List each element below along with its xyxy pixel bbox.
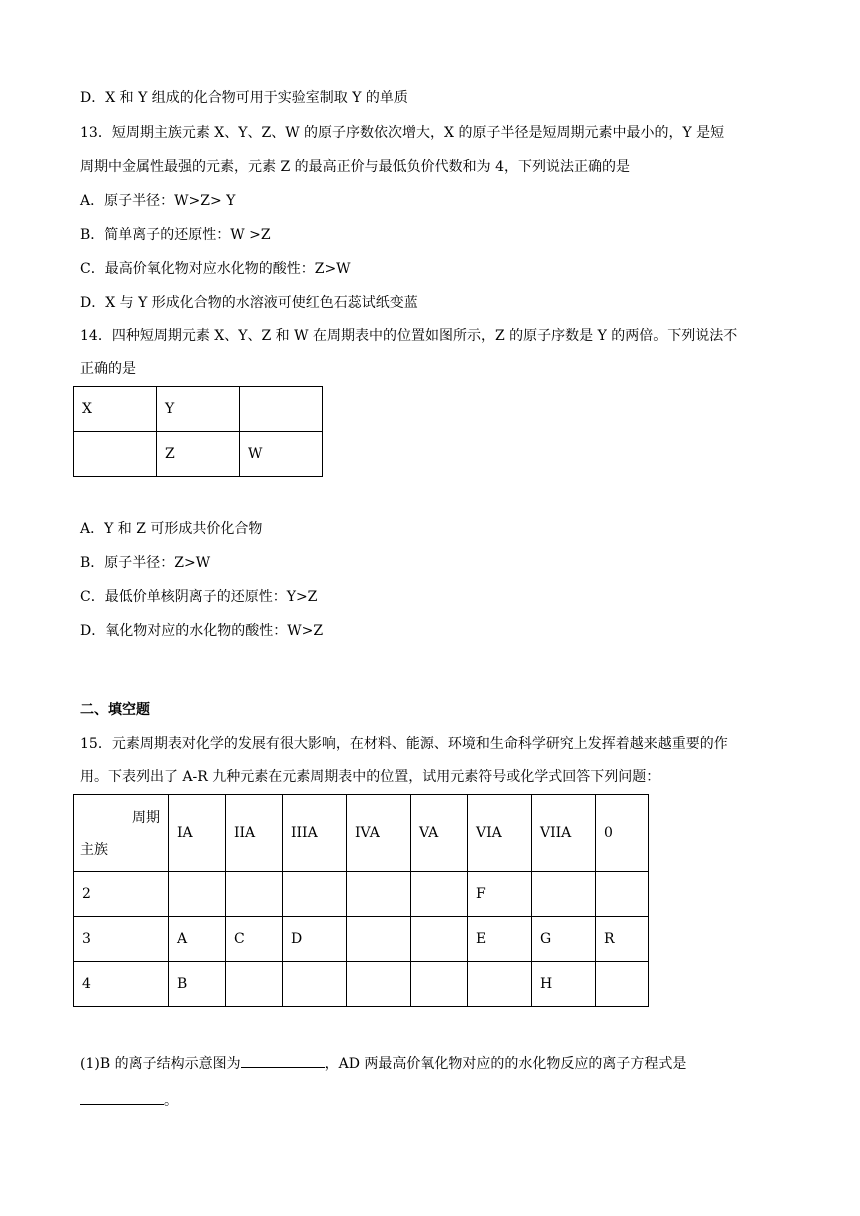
column-header: 0 (596, 795, 649, 872)
table-cell (532, 872, 596, 917)
table-cell: D (283, 917, 347, 962)
q14-option-c: C．最低价单核阴离子的还原性：Y>Z (80, 589, 318, 605)
table-cell (226, 962, 283, 1007)
table-cell: C (226, 917, 283, 962)
q15-stem-line1: 15．元素周期表对化学的发展有很大影响，在材料、能源、环境和生命科学研究上发挥着越来越重要的作 (80, 736, 728, 752)
q15-sub1-line2 (80, 1090, 178, 1111)
table-cell: F (468, 872, 532, 917)
q14-option-d: D．氧化物对应的水化物的酸性：W>Z (80, 623, 324, 639)
table-cell: B (169, 962, 226, 1007)
column-header: VIIA (532, 795, 596, 872)
table-row (74, 917, 649, 962)
table-cell (347, 872, 411, 917)
table-cell (596, 962, 649, 1007)
table-cell: A (169, 917, 226, 962)
table-cell: 3 (74, 917, 169, 962)
q13-option-d: D．X 与 Y 形成化合物的水溶液可使红色石蕊试纸变蓝 (80, 295, 418, 311)
table-cell: Y (157, 387, 240, 432)
table-cell: 4 (74, 962, 169, 1007)
table-cell (347, 917, 411, 962)
q14-stem-line2: 正确的是 (80, 361, 136, 377)
table-cell (283, 872, 347, 917)
corner-header-cell (74, 795, 169, 872)
table-cell: H (532, 962, 596, 1007)
table-cell: Z (157, 432, 240, 477)
q13-option-a: A．原子半径：W>Z> Y (80, 193, 236, 209)
column-header: IA (169, 795, 226, 872)
column-header: IVA (347, 795, 411, 872)
answer-blank[interactable] (80, 1090, 164, 1105)
q15-sub1-part1: (1)B 的离子结构示意图为 (80, 1056, 241, 1072)
q13-option-b: B．简单离子的还原性：W >Z (80, 227, 271, 243)
q15-stem-line2: 用。下表列出了 A-R 九种元素在元素周期表中的位置，试用元素符号或化学式回答下列问题： (80, 769, 661, 785)
table-cell (468, 962, 532, 1007)
column-header: VIA (468, 795, 532, 872)
table-cell (596, 872, 649, 917)
column-header: IIIA (283, 795, 347, 872)
table-row (74, 872, 649, 917)
section-title: 二、填空题 (80, 702, 150, 718)
table-cell (226, 872, 283, 917)
table-cell (240, 387, 323, 432)
column-header: VA (411, 795, 468, 872)
q15-sub1-part2: ，AD 两最高价氧化物对应的的水化物反应的离子方程式是 (324, 1056, 687, 1072)
corner-header-group: 主族 (80, 842, 108, 858)
q14-option-a: A．Y 和 Z 可形成共价化合物 (80, 521, 263, 537)
table-cell: 2 (74, 872, 169, 917)
table-header-row (74, 795, 649, 872)
table-cell: R (596, 917, 649, 962)
q13-stem-line1: 13．短周期主族元素 X、Y、Z、W 的原子序数依次增大，X 的原子半径是短周期元素中最小的，Y 是短 (80, 125, 725, 141)
q13-stem-line2: 周期中金属性最强的元素，元素 Z 的最高正价与最低负价代数和为 4，下列说法正确的是 (80, 159, 630, 175)
q15-sub1-end: 。 (164, 1093, 178, 1109)
q14-option-b: B．原子半径：Z>W (80, 555, 211, 571)
table-row (74, 387, 323, 432)
column-header: IIA (226, 795, 283, 872)
periodic-table (73, 794, 649, 1007)
table-cell (283, 962, 347, 1007)
table-row (74, 432, 323, 477)
table-cell: G (532, 917, 596, 962)
q14-position-table (73, 386, 323, 477)
table-cell: E (468, 917, 532, 962)
table-cell: W (240, 432, 323, 477)
answer-blank[interactable] (241, 1053, 325, 1068)
table-row (74, 962, 649, 1007)
table-cell: X (74, 387, 157, 432)
table-cell (411, 962, 468, 1007)
corner-header-period: 周期 (132, 810, 160, 826)
table-cell (74, 432, 157, 477)
table-cell (347, 962, 411, 1007)
q13-option-c: C．最高价氧化物对应水化物的酸性：Z>W (80, 261, 351, 277)
q15-sub1-line (80, 1053, 686, 1074)
table-cell (411, 917, 468, 962)
table-cell (411, 872, 468, 917)
q12-option-d: D．X 和 Y 组成的化合物可用于实验室制取 Y 的单质 (80, 90, 408, 106)
table-cell (169, 872, 226, 917)
q14-stem-line1: 14．四种短周期元素 X、Y、Z 和 W 在周期表中的位置如图所示，Z 的原子序数是 Y 的两倍。下列说法不 (80, 328, 738, 344)
